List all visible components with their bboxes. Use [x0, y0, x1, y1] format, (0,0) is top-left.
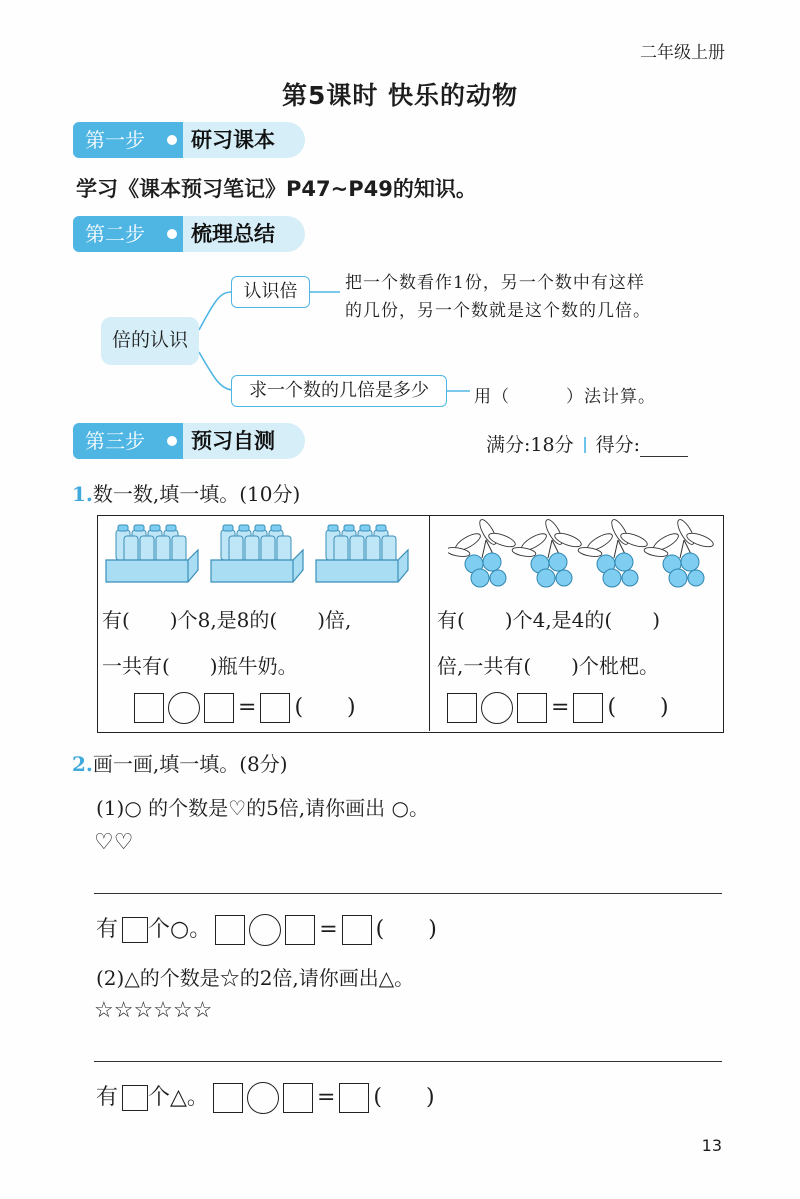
q1-right-equation [447, 690, 673, 724]
score-box [486, 430, 688, 457]
q1-grid [97, 515, 724, 733]
q2-sub1-answer-row [96, 912, 441, 946]
q2-sub2-answer-row [96, 1080, 439, 1114]
milk-crate-icon [104, 520, 424, 590]
study-text: 学习《课本预习笔记》P47~P49的知识。 [76, 177, 477, 201]
step3-label: 第三步 [73, 423, 183, 459]
q1-right-line2: 倍,一共有( )个枇杷。 [437, 654, 659, 678]
step2-name: 梳理总结 [191, 222, 275, 246]
answer-box[interactable] [285, 915, 315, 945]
count-box[interactable] [122, 1085, 148, 1111]
unit-paren[interactable]: ( ) [607, 695, 669, 720]
have-label: 有 [96, 1085, 119, 1110]
unit-paren[interactable]: ( ) [373, 1085, 435, 1110]
answer-box[interactable] [447, 693, 477, 723]
q1-left-line1: 有( )个8,是8的( )倍, [102, 608, 352, 632]
q2-prompt-row [72, 748, 288, 777]
full-score: 满分:18分 [486, 434, 574, 456]
answer-box[interactable] [342, 915, 372, 945]
step3-banner [73, 423, 305, 459]
q1-left-equation [134, 690, 360, 724]
unit-paren[interactable]: ( ) [375, 917, 437, 942]
have-post: 个△。 [148, 1085, 209, 1110]
have-post: 个○。 [148, 917, 212, 942]
answer-box[interactable] [283, 1083, 313, 1113]
branch2-tail: ）法计算。 [566, 387, 656, 407]
q2-sub1-hearts: ♡♡ [94, 830, 134, 855]
equals-sign: = [319, 917, 338, 942]
count-box[interactable] [122, 917, 148, 943]
operator-circle[interactable] [247, 1082, 279, 1114]
operator-circle[interactable] [168, 692, 200, 724]
q2-sub2-draw-line[interactable] [94, 1061, 722, 1062]
got-score-label: 得分: [595, 434, 640, 456]
unit-paren[interactable]: ( ) [294, 695, 356, 720]
q1-number: 1. [72, 482, 93, 506]
q1-left-line2: 一共有( )瓶牛奶。 [102, 654, 298, 678]
branch2-use: 用（ [474, 387, 510, 407]
step3-name: 预习自测 [191, 429, 275, 453]
q2-sub1-text: (1)○ 的个数是♡的5倍,请你画出 ○。 [96, 796, 429, 820]
lesson-title: 第5课时 快乐的动物 [281, 81, 519, 110]
q1-prompt-row [72, 478, 300, 507]
score-blank[interactable] [640, 438, 688, 457]
page-number: 13 [701, 1136, 722, 1155]
answer-box[interactable] [517, 693, 547, 723]
q2-sub2-stars: ☆☆☆☆☆☆ [94, 998, 213, 1023]
operator-circle[interactable] [249, 914, 281, 946]
equals-sign: = [316, 1085, 336, 1110]
operator-circle[interactable] [481, 692, 513, 724]
mindmap-branch-2: 求一个数的几倍是多少 [231, 375, 447, 407]
branch1-def-line1: 把一个数看作1份，另一个数中有这样 [345, 273, 645, 293]
q2-sub2-text: (2)△的个数是☆的2倍,请你画出△。 [96, 966, 415, 990]
mindmap-center: 倍的认识 [101, 317, 199, 365]
q1-prompt: 数一数,填一填。(10分) [92, 482, 301, 506]
answer-box[interactable] [204, 693, 234, 723]
step2-label: 第二步 [73, 216, 183, 252]
q2-prompt: 画一画,填一填。(8分) [92, 752, 288, 776]
q1-right-line1: 有( )个4,是4的( ) [437, 608, 661, 632]
equals-sign: = [551, 695, 570, 720]
answer-box[interactable] [213, 1083, 243, 1113]
step1-name: 研习课本 [191, 128, 275, 152]
branch1-def-line2: 的几份，另一个数就是这个数的几倍。 [345, 301, 651, 321]
answer-box[interactable] [573, 693, 603, 723]
grade-label: 二年级上册 [640, 43, 725, 63]
step1-label: 第一步 [73, 122, 183, 158]
answer-box[interactable] [215, 915, 245, 945]
mindmap-branch-1: 认识倍 [231, 276, 310, 308]
equals-sign: = [238, 695, 257, 720]
answer-box[interactable] [260, 693, 290, 723]
q2-sub1-draw-line[interactable] [94, 893, 722, 894]
loquat-cluster-icon [448, 518, 718, 590]
answer-box[interactable] [134, 693, 164, 723]
answer-box[interactable] [339, 1083, 369, 1113]
q2-number: 2. [72, 752, 93, 776]
have-label: 有 [96, 917, 119, 942]
